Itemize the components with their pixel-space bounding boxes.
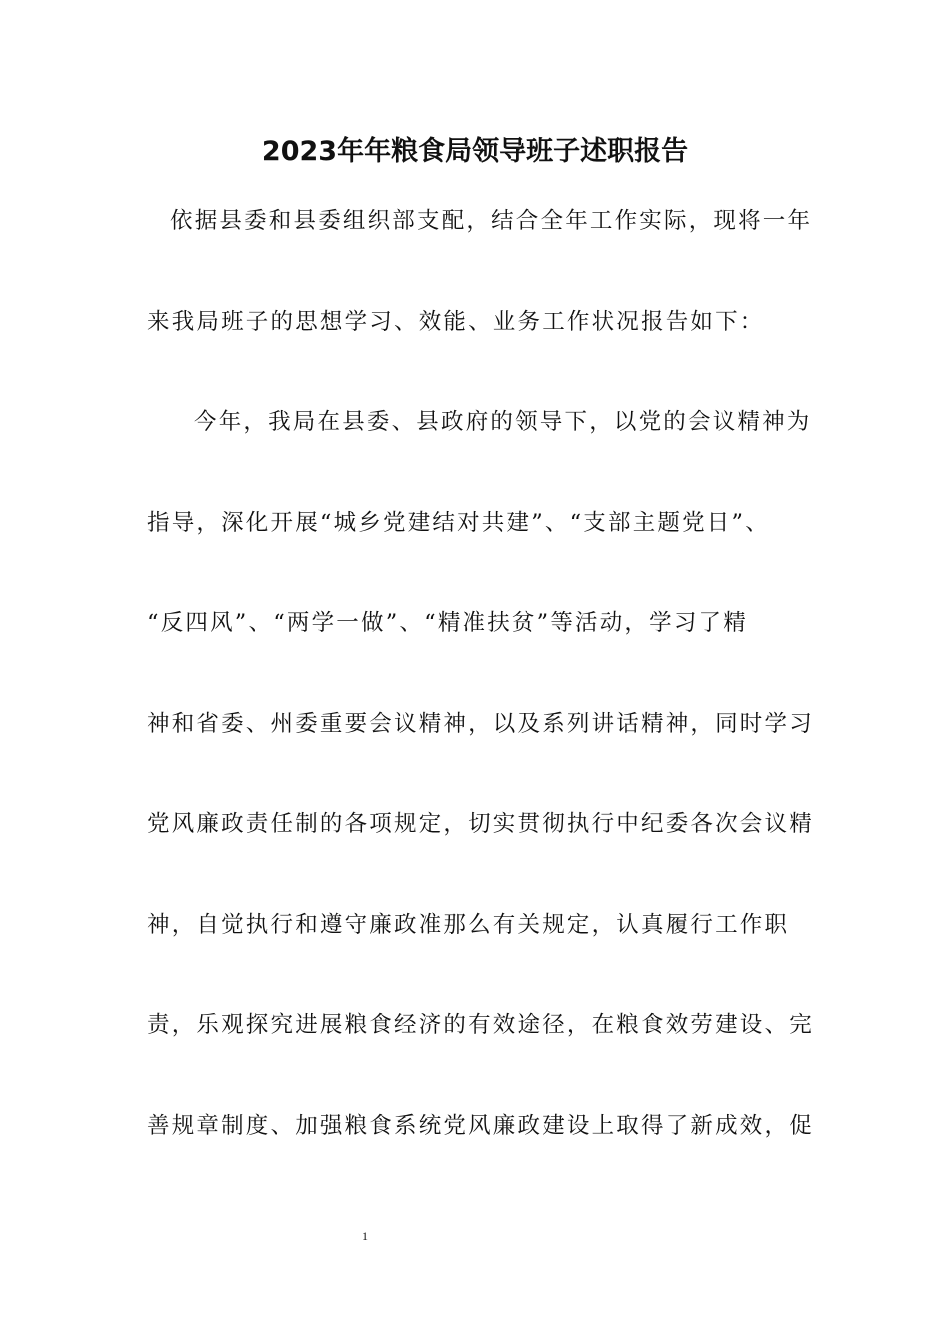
body-line: 指导，深化开展“城乡党建结对共建”、“支部主题党日”、 [147, 510, 770, 536]
page-title: 2023年年粮食局领导班子述职报告 [261, 136, 689, 167]
body-line: 神和省委、州委重要会议精神，以及系列讲话精神，同时学习 [147, 711, 814, 737]
body-line: 党风廉政责任制的各项规定，切实贯彻执行中纪委各次会议精 [147, 811, 814, 837]
body-line: 神，自觉执行和遵守廉政准那么有关规定，认真履行工作职 [147, 912, 790, 938]
body-line: 今年，我局在县委、县政府的领导下，以党的会议精神为 [194, 409, 812, 435]
body-line: 依据县委和县委组织部支配，结合全年工作实际，现将一年 [170, 208, 813, 234]
body-line: 来我局班子的思想学习、效能、业务工作状况报告如下： [147, 309, 765, 335]
body-line: 善规章制度、加强粮食系统党风廉政建设上取得了新成效，促 [147, 1113, 814, 1139]
page-number: 1 [362, 1229, 368, 1243]
body-line: “反四风”、“两学一做”、“精准扶贫”等活动，学习了精 [147, 610, 748, 636]
body-line: 责，乐观探究进展粮食经济的有效途径，在粮食效劳建设、完 [147, 1012, 814, 1038]
